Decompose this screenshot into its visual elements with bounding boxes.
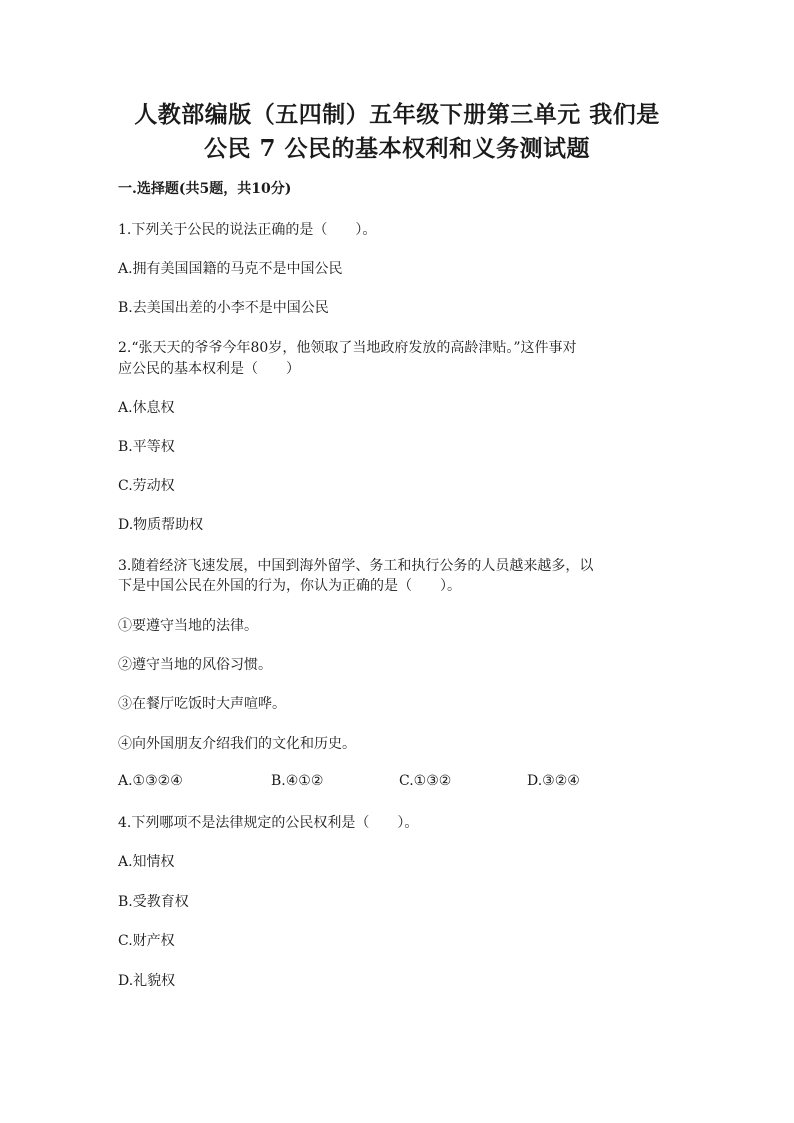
question-4-option-b: B.受教育权 [118, 894, 189, 910]
question-3-statement-2: ②遵守当地的风俗习惯。 [118, 657, 272, 673]
question-2-option-d: D.物质帮助权 [118, 517, 204, 533]
question-1-stem: 1.下列关于公民的说法正确的是（ ）。 [118, 222, 377, 238]
question-1-option-a: A.拥有美国国籍的马克不是中国公民 [118, 261, 343, 277]
question-4-option-d: D.礼貌权 [118, 973, 176, 989]
question-2-stem-line2: 应公民的基本权利是（ ） [118, 361, 300, 377]
question-2-option-c: C.劳动权 [118, 478, 175, 494]
document-title-line1: 人教部编版（五四制）五年级下册第三单元 我们是 [134, 101, 660, 128]
question-3-statement-4: ④向外国朋友介绍我们的文化和历史。 [118, 736, 356, 752]
question-3-option-b: B.④①② [271, 773, 324, 789]
question-2-option-a: A.休息权 [118, 400, 175, 416]
question-4-option-a: A.知情权 [118, 854, 175, 870]
question-3-stem-line2: 下是中国公民在外国的行为，你认为正确的是（ ）。 [118, 578, 461, 594]
section-heading: 一.选择题(共5题，共10分) [118, 181, 292, 197]
document-title-line2: 公民 7 公民的基本权利和义务测试题 [203, 135, 591, 162]
question-3-statement-3: ③在餐厅吃饭时大声喧哗。 [118, 696, 286, 712]
question-4-stem: 4.下列哪项不是法律规定的公民权利是（ ）。 [118, 815, 419, 831]
question-3-option-c: C.①③② [399, 773, 452, 789]
question-3-option-a: A.①③②④ [118, 773, 183, 789]
question-3-statement-1: ①要遵守当地的法律。 [118, 618, 258, 634]
question-4-option-c: C.财产权 [118, 933, 175, 949]
question-2-stem-line1: 2.“张天天的爷爷今年80岁，他领取了当地政府发放的高龄津贴。”这件事对 [118, 340, 577, 356]
question-3-stem-line1: 3.随着经济飞速发展，中国到海外留学、务工和执行公务的人员越来越多，以 [118, 558, 594, 574]
question-1-option-b: B.去美国出差的小李不是中国公民 [118, 300, 329, 316]
question-2-option-b: B.平等权 [118, 439, 175, 455]
question-3-option-d: D.③②④ [527, 773, 580, 789]
